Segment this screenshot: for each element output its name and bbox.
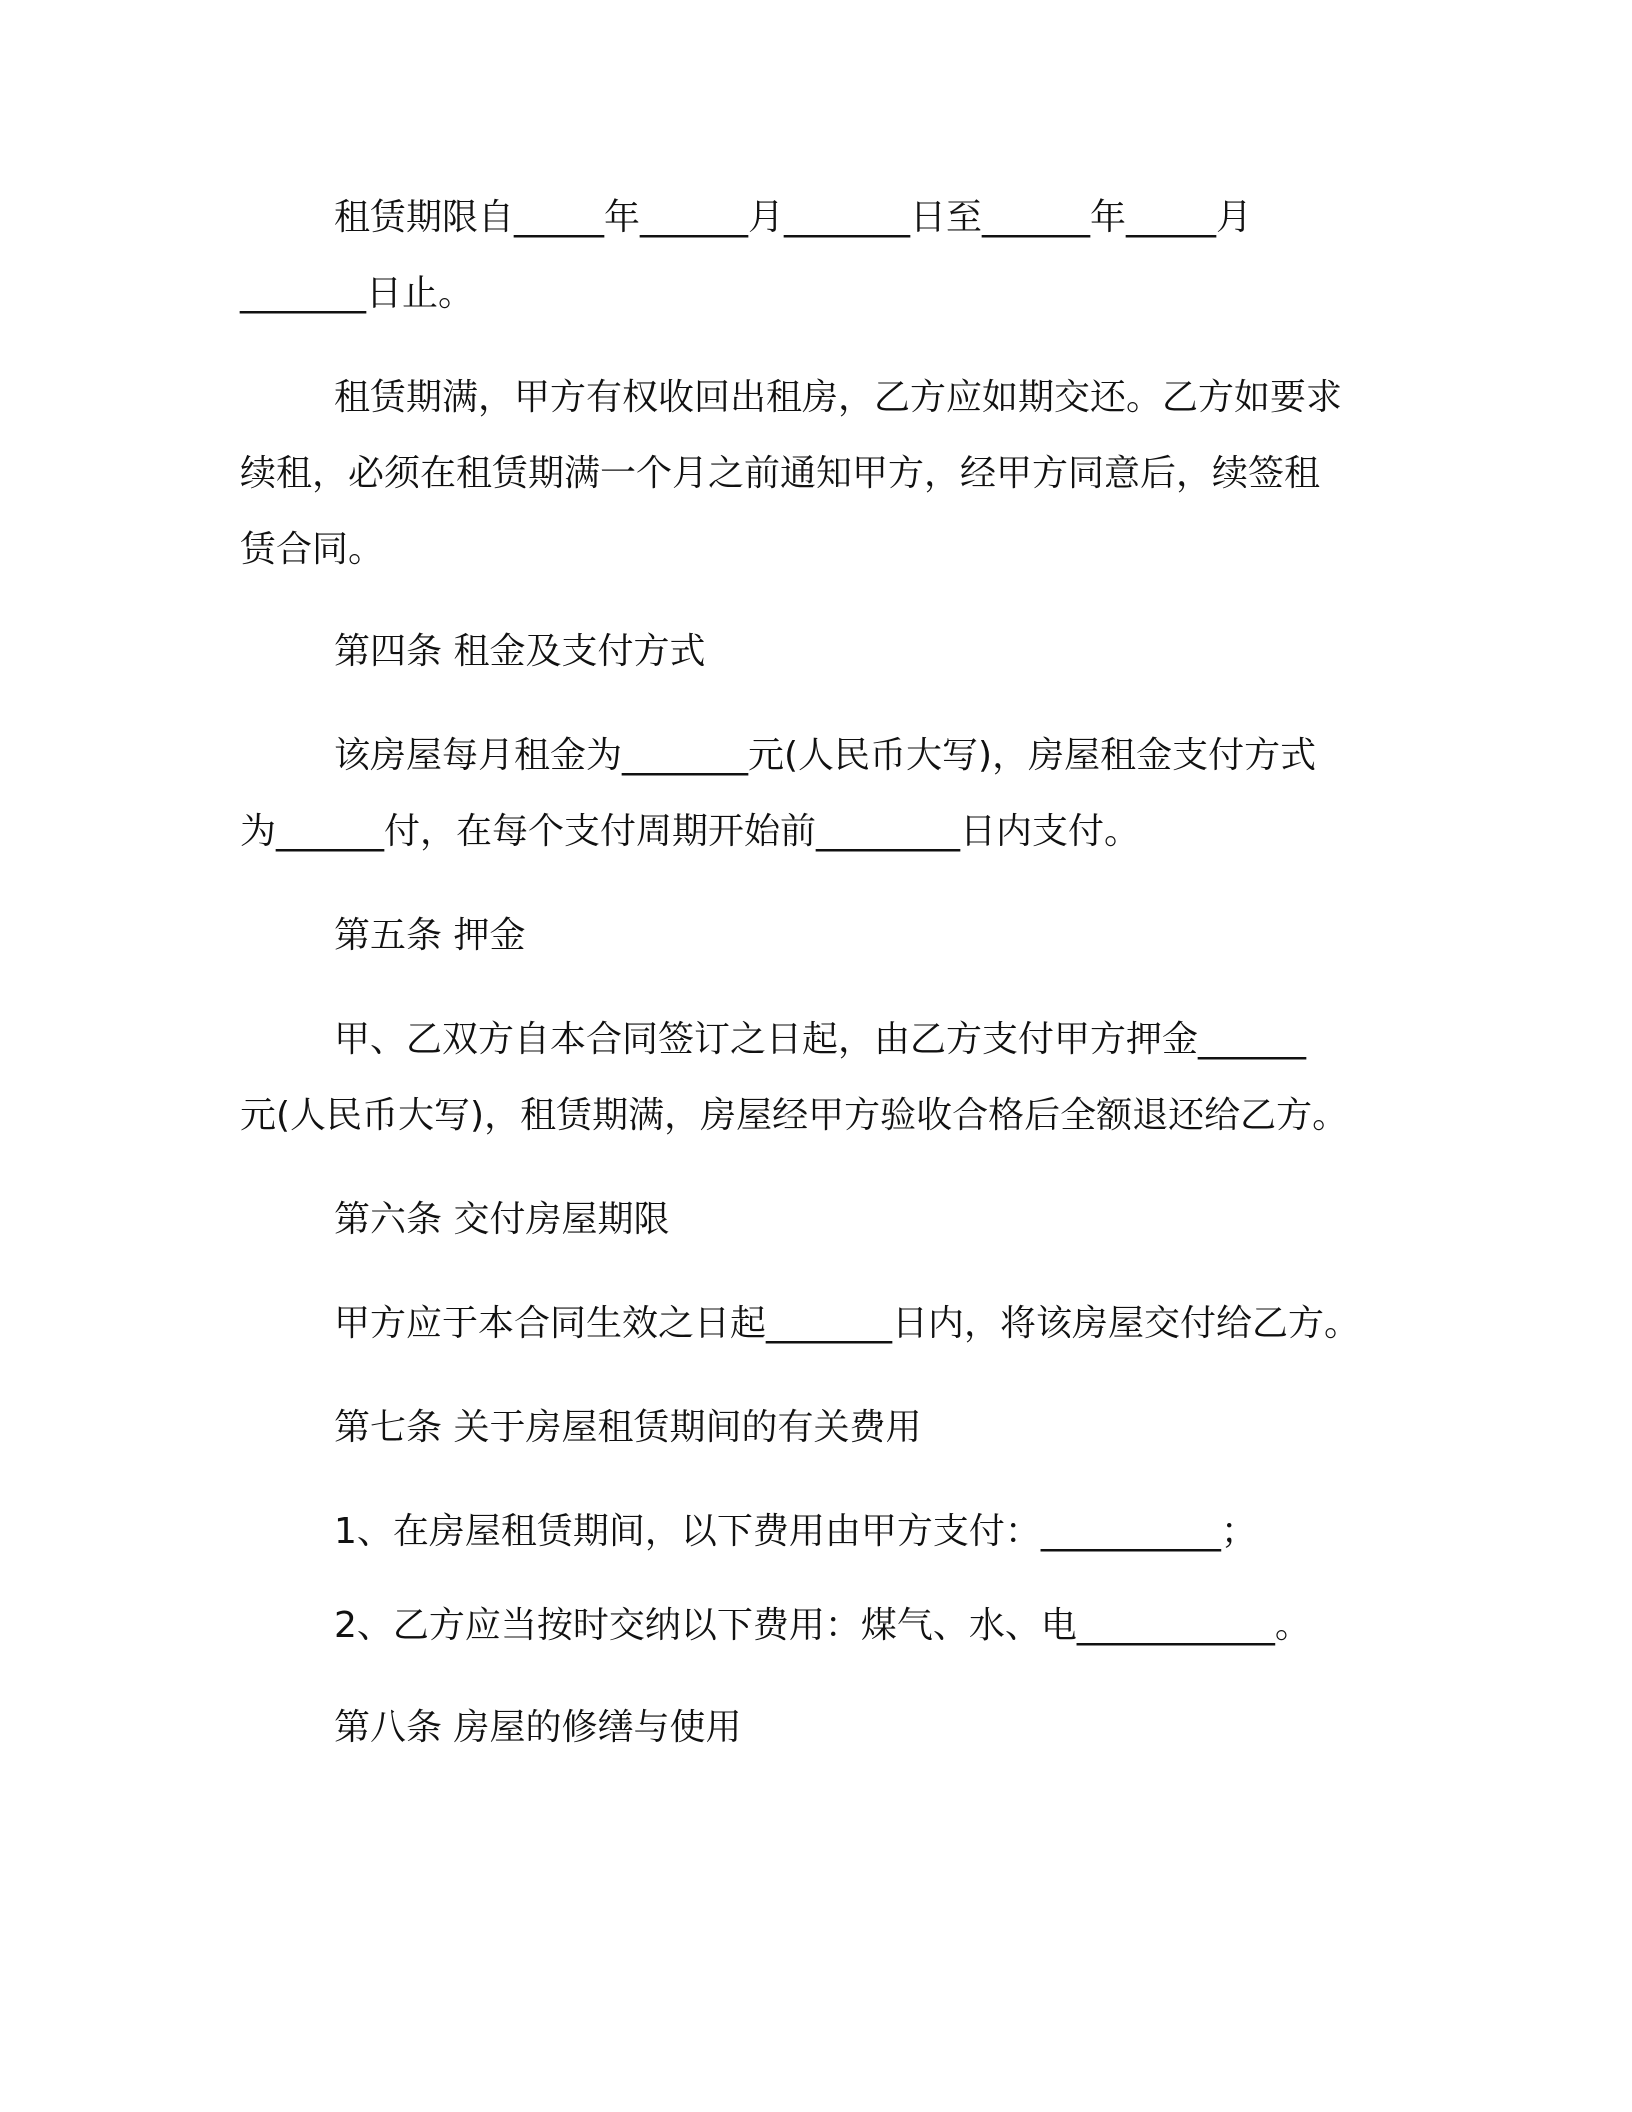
rent-paragraph-line-2: 为______付，在每个支付周期开始前________日内支付。 <box>240 811 1141 852</box>
renewal-paragraph-line-3: 赁合同。 <box>240 529 385 570</box>
article-8-heading: 第八条 房屋的修缮与使用 <box>334 1707 742 1748</box>
lease-term-line-1: 租赁期限自_____年______月_______日至______年_____月 <box>334 197 1253 238</box>
fees-item-1: 1、在房屋租赁期间，以下费用由甲方支付：__________； <box>334 1511 1257 1552</box>
article-5-heading: 第五条 押金 <box>334 915 526 956</box>
deposit-paragraph-line-2: 元(人民币大写)，租赁期满，房屋经甲方验收合格后全额退还给乙方。 <box>240 1095 1349 1136</box>
lease-term-line-2: _______日止。 <box>240 273 475 314</box>
rent-paragraph-line-1: 该房屋每月租金为_______元(人民币大写)，房屋租金支付方式 <box>334 735 1317 776</box>
article-7-heading: 第七条 关于房屋租赁期间的有关费用 <box>334 1407 922 1448</box>
deposit-paragraph-line-1: 甲、乙双方自本合同签订之日起，由乙方支付甲方押金______ <box>334 1019 1307 1060</box>
delivery-paragraph: 甲方应于本合同生效之日起_______日内，将该房屋交付给乙方。 <box>334 1303 1361 1344</box>
fees-item-2: 2、乙方应当按时交纳以下费用：煤气、水、电___________。 <box>334 1605 1311 1646</box>
article-4-heading: 第四条 租金及支付方式 <box>334 631 706 672</box>
renewal-paragraph-line-1: 租赁期满，甲方有权收回出租房，乙方应如期交还。乙方如要求 <box>334 377 1343 418</box>
article-6-heading: 第六条 交付房屋期限 <box>334 1199 670 1240</box>
renewal-paragraph-line-2: 续租，必须在租赁期满一个月之前通知甲方，经甲方同意后，续签租 <box>240 453 1321 494</box>
